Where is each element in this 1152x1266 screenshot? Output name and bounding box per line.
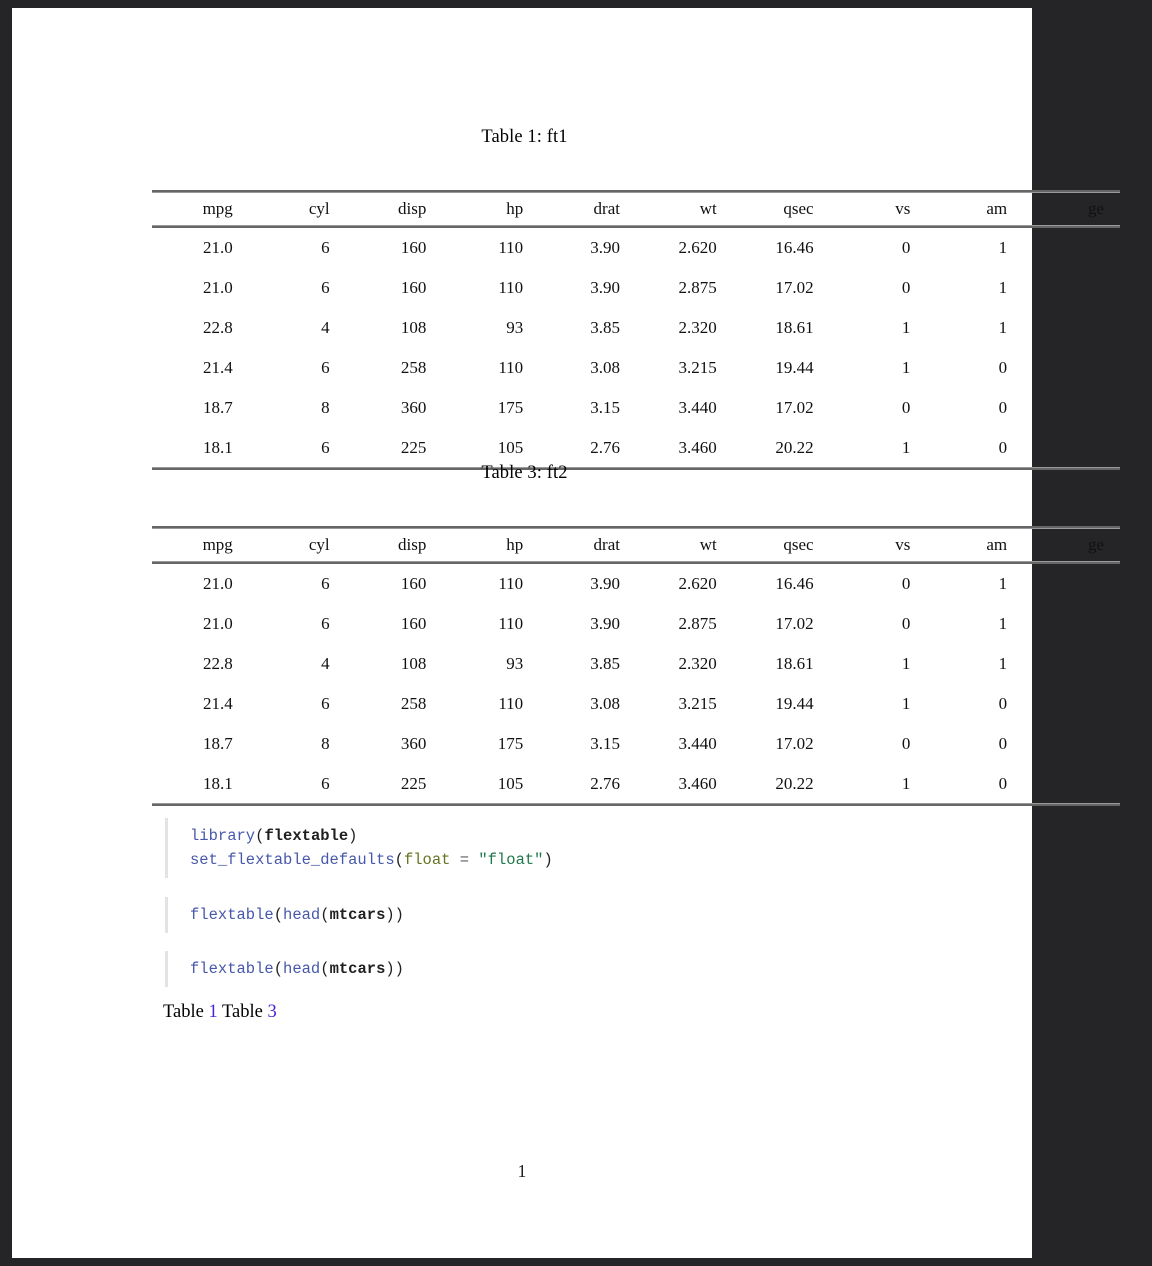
code-token-punct: ) xyxy=(348,827,358,845)
code-token-fn: head xyxy=(283,960,321,978)
code-chunk-3 xyxy=(165,951,404,987)
column-header-cyl: cyl xyxy=(249,191,346,227)
code-line xyxy=(190,957,404,981)
code-token-fn: set_flextable_defaults xyxy=(190,851,395,869)
column-header-qsec: qsec xyxy=(733,527,830,563)
column-header-mpg: mpg xyxy=(152,191,249,227)
table-row xyxy=(152,764,1120,805)
table-block-2 xyxy=(152,462,1152,806)
table-cell-cyl: 6 xyxy=(321,278,330,298)
table-cell-mpg: 21.0 xyxy=(203,574,233,594)
column-header-am: am xyxy=(926,191,1023,227)
table-cell-am: 1 xyxy=(998,318,1008,338)
table-cell-disp: 258 xyxy=(400,358,427,378)
table-cell-drat: 3.90 xyxy=(590,574,620,594)
flextable-2 xyxy=(152,526,1120,806)
table-cell-vs: 0 xyxy=(901,238,911,258)
code-token-str: "float" xyxy=(478,851,544,869)
table-cell-drat: 2.76 xyxy=(539,428,636,469)
code-token-punct: ) xyxy=(543,851,553,869)
table-row xyxy=(152,388,1120,428)
table-cell-mpg: 18.7 xyxy=(203,398,233,418)
table-cell-vs: 0 xyxy=(901,398,911,418)
table-cell-drat: 3.15 xyxy=(590,398,620,418)
table-cell-mpg: 21.0 xyxy=(203,278,233,298)
table-cell-mpg: 21.0 xyxy=(203,238,233,258)
table-row xyxy=(152,684,1120,724)
table-cell-disp: 160 xyxy=(400,614,427,634)
flextable-1-body xyxy=(152,227,1120,469)
table-cell-mpg: 18.7 xyxy=(203,734,233,754)
table-cell-wt: 2.875 xyxy=(678,278,717,298)
table-cell-am: 1 xyxy=(998,574,1008,594)
cross-reference-text: Table xyxy=(217,1002,268,1022)
table-cell-drat: 3.90 xyxy=(590,278,620,298)
code-token-punct: ( xyxy=(255,827,265,845)
table-cell-am: 0 xyxy=(998,694,1008,714)
code-token-id: mtcars xyxy=(329,960,386,978)
table-cell-disp: 108 xyxy=(400,318,427,338)
table-cell-cyl: 6 xyxy=(249,764,346,805)
code-token-id: flextable xyxy=(264,827,349,845)
table-cell-hp: 110 xyxy=(498,694,524,714)
column-header-hp: hp xyxy=(442,191,539,227)
table-cell-cyl: 6 xyxy=(321,358,330,378)
code-token-punct: )) xyxy=(385,906,404,924)
table-cell-drat: 3.85 xyxy=(590,318,620,338)
column-header-drat: drat xyxy=(539,191,636,227)
table-cell-cyl: 6 xyxy=(321,694,330,714)
table-cell-am: 1 xyxy=(998,654,1008,674)
table-cell-hp: 175 xyxy=(497,398,524,418)
table-cell-ge xyxy=(1023,644,1120,684)
table-cell-ge xyxy=(1023,268,1120,308)
table-cell-mpg: 22.8 xyxy=(203,654,233,674)
table-cell-drat: 3.08 xyxy=(590,694,620,714)
table-row xyxy=(152,644,1120,684)
table-cell-disp: 258 xyxy=(400,694,427,714)
table-cell-qsec: 18.61 xyxy=(775,318,814,338)
table-cell-mpg: 21.0 xyxy=(203,614,233,634)
table-caption-2: Table 3: ft2 xyxy=(481,463,568,483)
table-cell-cyl: 8 xyxy=(321,734,330,754)
column-header-wt: wt xyxy=(636,191,733,227)
table-cell-qsec: 20.22 xyxy=(733,428,830,469)
table-cell-qsec: 17.02 xyxy=(775,398,814,418)
table-cell-cyl: 6 xyxy=(321,574,330,594)
code-token-arg: float xyxy=(403,851,451,869)
table-row xyxy=(152,308,1120,348)
code-token-punct: ( xyxy=(273,906,284,924)
table-cell-hp: 93 xyxy=(506,318,524,338)
table-row xyxy=(152,724,1120,764)
table-row xyxy=(152,227,1120,268)
column-header-vs: vs xyxy=(830,527,927,563)
table-row xyxy=(152,268,1120,308)
column-header-ge: ge xyxy=(1023,191,1120,227)
table-cell-disp: 225 xyxy=(346,764,443,805)
table-cell-qsec: 16.46 xyxy=(775,238,814,258)
code-token-punct: ( xyxy=(320,906,330,924)
code-chunk-2 xyxy=(165,897,404,933)
table-cell-disp: 160 xyxy=(400,574,427,594)
table-cell-wt: 2.320 xyxy=(678,654,717,674)
table-cell-wt: 3.215 xyxy=(678,694,717,714)
table-cell-ge xyxy=(1023,604,1120,644)
code-token-punct: ( xyxy=(320,960,330,978)
table-cell-drat: 2.76 xyxy=(539,764,636,805)
table-cell-mpg: 22.8 xyxy=(203,318,233,338)
table-cell-vs: 1 xyxy=(901,358,911,378)
table-cell-cyl: 8 xyxy=(321,398,330,418)
table-cell-qsec: 20.22 xyxy=(733,764,830,805)
column-header-hp: hp xyxy=(442,527,539,563)
table-cell-vs: 1 xyxy=(901,654,911,674)
flextable-1 xyxy=(152,190,1120,470)
table-header-row xyxy=(152,191,1120,227)
table-cell-vs: 0 xyxy=(901,614,911,634)
table-cell-wt: 3.215 xyxy=(678,358,717,378)
code-token-fn: library xyxy=(190,827,256,845)
table-cell-hp: 110 xyxy=(498,238,524,258)
table-cell-qsec: 18.61 xyxy=(775,654,814,674)
code-line xyxy=(190,903,404,927)
table-cell-am: 1 xyxy=(998,238,1008,258)
code-token-id: mtcars xyxy=(329,906,386,924)
table-cell-mpg: 18.1 xyxy=(152,428,249,469)
column-header-disp: disp xyxy=(346,191,443,227)
table-cell-wt: 3.440 xyxy=(678,398,717,418)
table-cell-disp: 160 xyxy=(400,278,427,298)
table-cell-ge xyxy=(1023,724,1120,764)
table-cell-am: 0 xyxy=(926,428,1023,469)
table-cell-drat: 3.85 xyxy=(590,654,620,674)
table-cell-qsec: 17.02 xyxy=(775,278,814,298)
table-reference-link[interactable]: 1 xyxy=(208,1002,218,1022)
table-cell-ge xyxy=(1023,308,1120,348)
table-cell-wt: 3.460 xyxy=(636,764,733,805)
table-cell-cyl: 4 xyxy=(321,654,330,674)
table-cell-qsec: 19.44 xyxy=(775,358,814,378)
cross-reference-paragraph xyxy=(163,1002,277,1023)
flextable-2-head xyxy=(152,527,1120,563)
column-header-am: am xyxy=(926,527,1023,563)
table-cell-ge xyxy=(1023,348,1120,388)
table-reference-link[interactable]: 3 xyxy=(267,1002,277,1022)
table-cell-ge xyxy=(1023,388,1120,428)
table-row xyxy=(152,604,1120,644)
table-cell-ge xyxy=(1023,563,1120,604)
table-cell-am: 0 xyxy=(998,734,1008,754)
table-cell-cyl: 6 xyxy=(249,428,346,469)
table-cell-disp: 225 xyxy=(346,428,443,469)
table-cell-vs: 1 xyxy=(830,764,927,805)
table-caption-1: Table 1: ft1 xyxy=(481,127,568,147)
table-cell-ge xyxy=(1023,227,1120,268)
table-cell-vs: 0 xyxy=(901,278,911,298)
table-cell-vs: 0 xyxy=(901,734,911,754)
column-header-ge: ge xyxy=(1023,527,1120,563)
code-line xyxy=(190,848,553,872)
table-header-row xyxy=(152,527,1120,563)
column-header-wt: wt xyxy=(636,527,733,563)
table-block-1 xyxy=(152,126,1152,470)
table-cell-hp: 105 xyxy=(442,428,539,469)
table-cell-cyl: 6 xyxy=(321,238,330,258)
pdf-page-content xyxy=(12,8,1104,1258)
table-cell-vs: 1 xyxy=(901,694,911,714)
table-cell-vs: 1 xyxy=(830,428,927,469)
column-header-vs: vs xyxy=(830,191,927,227)
table-cell-hp: 110 xyxy=(498,574,524,594)
table-cell-disp: 360 xyxy=(400,398,427,418)
code-token-fn: head xyxy=(283,906,321,924)
table-cell-mpg: 21.4 xyxy=(203,358,233,378)
column-header-disp: disp xyxy=(346,527,443,563)
table-cell-wt: 2.620 xyxy=(678,574,717,594)
table-cell-hp: 105 xyxy=(442,764,539,805)
table-row xyxy=(152,563,1120,604)
table-cell-am: 0 xyxy=(926,764,1023,805)
table-cell-wt: 2.875 xyxy=(678,614,717,634)
table-row xyxy=(152,348,1120,388)
code-token-op: = xyxy=(450,851,479,869)
cross-reference-text: Table xyxy=(163,1002,209,1022)
table-cell-cyl: 6 xyxy=(321,614,330,634)
table-cell-drat: 3.15 xyxy=(590,734,620,754)
table-cell-am: 1 xyxy=(998,614,1008,634)
code-line xyxy=(190,824,553,848)
page-number: 1 xyxy=(517,1161,527,1181)
table-cell-hp: 110 xyxy=(498,278,524,298)
table-cell-ge xyxy=(1023,684,1120,724)
flextable-1-wrapper xyxy=(152,190,1152,470)
table-cell-qsec: 16.46 xyxy=(775,574,814,594)
code-chunk-1 xyxy=(165,818,553,878)
table-cell-hp: 110 xyxy=(498,358,524,378)
table-cell-wt: 3.440 xyxy=(678,734,717,754)
table-cell-am: 0 xyxy=(998,398,1008,418)
code-token-fn: flextable xyxy=(190,906,274,924)
table-cell-qsec: 19.44 xyxy=(775,694,814,714)
table-cell-drat: 3.08 xyxy=(590,358,620,378)
table-cell-disp: 108 xyxy=(400,654,427,674)
column-header-drat: drat xyxy=(539,527,636,563)
table-cell-vs: 0 xyxy=(901,574,911,594)
flextable-2-body xyxy=(152,563,1120,805)
table-cell-wt: 3.460 xyxy=(636,428,733,469)
code-token-punct: ( xyxy=(394,851,404,869)
table-cell-qsec: 17.02 xyxy=(775,734,814,754)
table-cell-am: 1 xyxy=(998,278,1008,298)
table-cell-hp: 110 xyxy=(498,614,524,634)
table-cell-mpg: 21.4 xyxy=(203,694,233,714)
table-cell-vs: 1 xyxy=(901,318,911,338)
code-token-punct: ( xyxy=(273,960,284,978)
table-cell-wt: 2.620 xyxy=(678,238,717,258)
column-header-cyl: cyl xyxy=(249,527,346,563)
table-cell-cyl: 4 xyxy=(321,318,330,338)
table-cell-disp: 160 xyxy=(400,238,427,258)
table-cell-wt: 2.320 xyxy=(678,318,717,338)
table-cell-drat: 3.90 xyxy=(590,238,620,258)
code-token-punct: )) xyxy=(385,960,404,978)
table-cell-ge xyxy=(1023,764,1120,805)
column-header-mpg: mpg xyxy=(152,527,249,563)
pdf-page xyxy=(12,8,1104,1258)
column-header-qsec: qsec xyxy=(733,191,830,227)
flextable-2-wrapper xyxy=(152,526,1152,806)
table-cell-am: 0 xyxy=(998,358,1008,378)
code-token-fn: flextable xyxy=(190,960,274,978)
flextable-1-head xyxy=(152,191,1120,227)
table-cell-qsec: 17.02 xyxy=(775,614,814,634)
table-cell-hp: 175 xyxy=(497,734,524,754)
table-cell-drat: 3.90 xyxy=(590,614,620,634)
table-cell-mpg: 18.1 xyxy=(152,764,249,805)
table-cell-disp: 360 xyxy=(400,734,427,754)
table-cell-hp: 93 xyxy=(506,654,524,674)
